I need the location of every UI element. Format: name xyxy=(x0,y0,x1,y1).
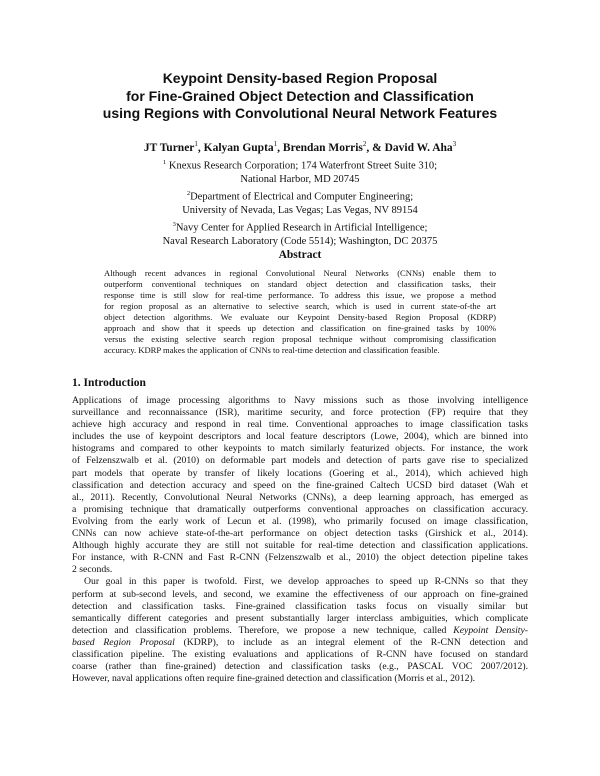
affiliation-line xyxy=(60,173,540,187)
title-line: Keypoint Density-based Region Proposal xyxy=(162,70,438,86)
affiliation-line xyxy=(60,156,540,173)
abstract-line: outperform conventional techniques on standard object detection and classification tasks, their xyxy=(104,279,496,290)
author-affil-mark: 1 xyxy=(273,140,278,148)
para1-line: CNNs can now achieve state-of-the-art performance on object detection tasks (Girshick et al., 2014). xyxy=(72,528,528,540)
affil-text: Naval Research Laboratory (Code 5514); Washington, DC 20375 xyxy=(162,236,438,248)
para1-line: a promising technique that dramatically outperforms conventional approaches on classification accuracy. xyxy=(72,503,528,515)
abstract-line: response time is still slow for real-time performance. To address this issue, we propose a method xyxy=(104,290,496,301)
para2-text: (KDRP), to include as an integral element of the R-CNN detection and xyxy=(174,636,528,648)
abstract-line: for region proposal as an alternative to selective search, which is used in current state-of-the art xyxy=(104,301,496,312)
para2-line: detection and classification tasks. Fine-grained classification tasks focus on visually similar but xyxy=(72,600,528,612)
para1-line: Although highly accurate they are still not suitable for real-time detection and classification applications. xyxy=(72,540,528,552)
author-name: David W. Aha xyxy=(384,141,453,154)
para2-italic-term: Keypoint Density- xyxy=(453,624,528,636)
para2-line: However, naval applications often require fine-grained detection and classification (Morris et al., 2012). xyxy=(72,673,476,685)
affil-text: Department of Electrical and Computer Engineering; xyxy=(190,191,414,203)
para1-line: classification and detection accuracy and speed on the fine-grained Caltech UCSD bird dataset (Wah et xyxy=(72,479,528,491)
paper-title xyxy=(40,70,560,123)
author-separator: , xyxy=(197,141,204,154)
abstract-line: versus the existing selective search region proposal technique without compromising classification xyxy=(104,334,496,345)
affiliation-line xyxy=(60,187,540,204)
para2-line: coarse (rather than fine-grained) detection and classification tasks (e.g., PASCAL VOC 2007/2012). xyxy=(72,661,528,673)
para1-line: includes the use of keypoint descriptors and local feature descriptors (Lowe, 2004), which are binned into xyxy=(72,431,528,443)
abstract-line: Although recent advances in regional Convolutional Neural Networks (CNNs) enable them to xyxy=(104,268,496,278)
affiliation-line xyxy=(60,235,540,249)
para1-line: For instance, with R-CNN and Fast R-CNN (Felzenszwalb et al., 2010) the object detection pipeline takes xyxy=(72,552,528,564)
para1-line: part models that operate by transfer of likely locations (Goering et al., 2014), which achieved high xyxy=(72,467,528,479)
para2-line xyxy=(72,637,528,649)
abstract-line: approach and show that it speeds up detection and classification on fine-grained tasks by 100% xyxy=(104,323,496,334)
author-affil-mark: 3 xyxy=(452,140,457,148)
author-affil-mark: 2 xyxy=(362,140,367,148)
author-affil-mark: 1 xyxy=(194,140,198,148)
section-heading-introduction: 1. Introduction xyxy=(72,377,146,389)
title-line: for Fine-Grained Object Detection and Classification xyxy=(126,87,474,104)
affil-mark: 1 xyxy=(163,159,167,166)
affil-text: University of Nevada, Las Vegas; Las Vegas, NV 89154 xyxy=(182,205,418,217)
para2-line: classification pipeline. The existing evaluations and applications of R-CNN have focused on standard xyxy=(72,648,528,660)
abstract-line: accuracy. KDRP makes the application of CNNs to real-time detection and classification feasible. xyxy=(104,345,440,356)
affiliation-line xyxy=(60,218,540,235)
para1-line: surveillance and reconnaissance (ISR), maritime security, and force protection (FP) require that they xyxy=(72,407,528,419)
abstract-line: object detection algorithms. We evaluate our Keypoint Density-based Region Proposal (KDRP) xyxy=(104,312,496,323)
author-name: Kalyan Gupta xyxy=(203,141,274,154)
author-list xyxy=(60,140,540,154)
author-name: Brendan Morris xyxy=(282,141,363,154)
para2-italic-term: based Region Proposal xyxy=(72,636,175,648)
para1-line: 2 seconds. xyxy=(72,564,113,576)
introduction-body xyxy=(72,395,528,685)
affil-text: National Harbor, MD 20745 xyxy=(240,174,360,186)
para1-line: al., 2011). Recently, Convolutional Neural Networks (CNNs), a deep learning approach, has emerged as xyxy=(72,491,528,503)
para2-line: perform at sub-second levels, and second, we examine the effectiveness of our approach on fine-grained xyxy=(72,588,528,600)
title-line: using Regions with Convolutional Neural Network Features xyxy=(102,105,498,121)
para2-line: Our goal in this paper is twofold. First, we develop approaches to speed up R-CNNs so that they xyxy=(84,576,528,588)
author-separator: , xyxy=(277,141,283,154)
para1-line: histograms and compared to other keypoints to match similarly featurized objects. For instance, the work xyxy=(72,443,528,455)
affil-mark: 3 xyxy=(172,221,176,229)
para1-line: Evolving from the early work of Lecun et al. (1998), who primarily focused on image classification, xyxy=(72,515,528,527)
para2-line: semantically different categories and present substantially larger interclass ambiguities, which complicate xyxy=(72,612,528,624)
para1-line: achieve high accuracy and respond in real time. Conventional approaches to image classification tasks xyxy=(72,419,528,431)
affiliation-line xyxy=(60,204,540,218)
author-name: JT Turner xyxy=(143,141,195,154)
para2-line xyxy=(72,625,528,637)
abstract-body xyxy=(104,268,496,356)
author-separator: , & xyxy=(366,141,385,154)
para1-line: of Felzenszwalb et al. (2010) on deformable part models and detection of parts gave rise to specialized xyxy=(72,455,528,467)
affil-text: Knexus Research Corporation; 174 Waterfront Street Suite 310; xyxy=(166,160,437,172)
affiliations xyxy=(60,156,540,249)
abstract-heading: Abstract xyxy=(278,249,322,261)
affil-text: Navy Center for Applied Research in Artificial Intelligence; xyxy=(175,222,428,234)
affil-mark: 2 xyxy=(186,190,191,198)
para2-text: detection and classification problems. Therefore, we propose a new technique, called xyxy=(72,624,454,636)
para1-line: Applications of image processing algorithms to Navy missions such as those involving intelligence xyxy=(72,395,528,406)
